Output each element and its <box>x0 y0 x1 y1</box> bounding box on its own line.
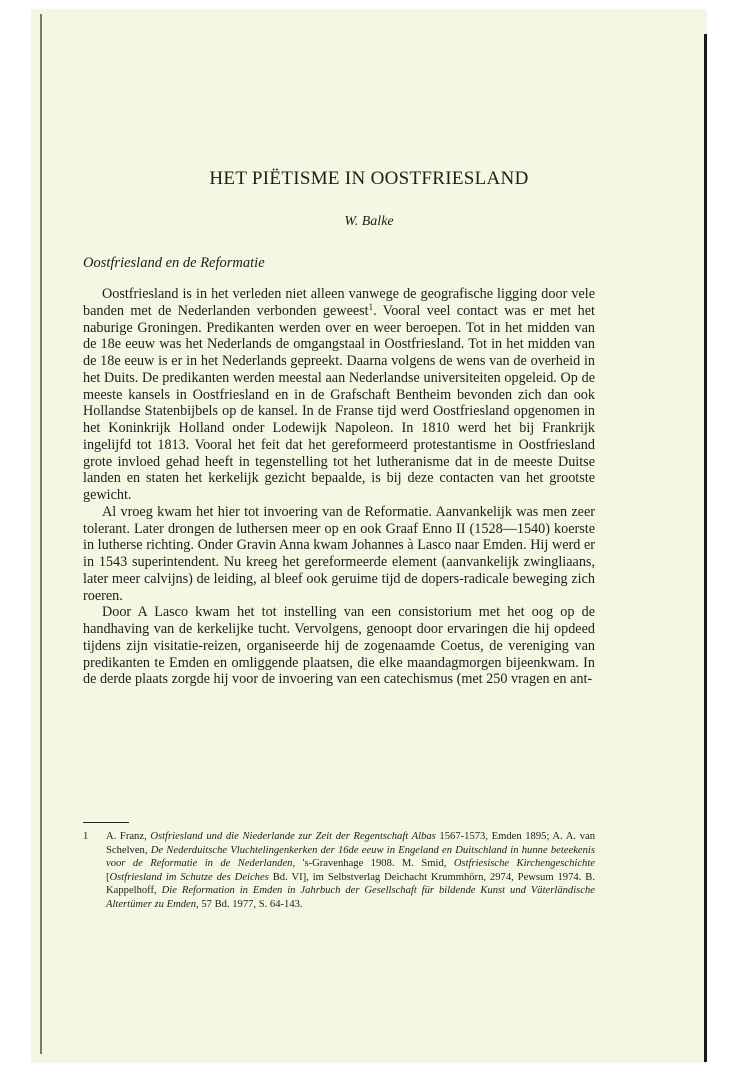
footnote-work-title: Die Reformation in Emden in Jahrbuch der Gesellschaft für bildende Kunst und Väterländische Altertümer zu Emden, <box>106 885 595 910</box>
footnote <box>83 830 595 911</box>
body-text <box>83 286 595 688</box>
footnote-reference[interactable]: 1 <box>368 301 374 312</box>
paragraph-3: Door A Lasco kwam het tot instelling van een consistorium met het oog op de handhaving van de kerkelijke tucht. Vervolgens, genoopt door ervaringen die hij opdeed tijdens zijn visitatie-reizen, organiseerde hij de zogenaamde Coetus, de vereniging van predikanten te Emden en omliggende plaatsen, die elke maandagmorgen bijeenkwam. In de derde plaats zorgde hij voor de invoering van een catechismus (met 250 vragen en ant- <box>83 604 595 688</box>
article-author: W. Balke <box>344 214 394 229</box>
paragraph-2: Al vroeg kwam het hier tot invoering van de Reformatie. Aanvankelijk was men zeer tolerant. Later drongen de luthersen meer op en ook Graaf Enno II (1528—1540) koerste in lutherse richting. Onder Gravin Anna kwam Johannes à Lasco naar Emden. Hij werd er in 1543 superintendent. Nu kreeg het gereformeerde element (aanvankelijk zwingliaans, later meer calvijns) de leiding, al bleef ook geruime tijd de dopers-radicale beweging zich roeren. <box>83 503 595 604</box>
footnote-segment: 57 Bd. 1977, S. 64-143. <box>198 898 303 910</box>
footnote-segment: Bd. VI], im Selbstverlag Deichacht Krummhörn, 2974, Pewsum 1974. B. Kappelhoff, <box>106 871 595 896</box>
footnote-divider <box>83 822 129 823</box>
footnote-segment: A. Franz, <box>106 831 151 842</box>
footnote-text <box>106 830 595 911</box>
footnote-work-title: Ostfriesland und die Niederlande zur Zeit der Regentschaft Albas <box>150 831 436 842</box>
footnote-number: 1 <box>83 831 89 842</box>
paragraph-1-part-b: . Vooral veel contact was er met het naburige Groningen. Predikanten werden over en weer beroepen. Tot in het midden van de 18e eeuw was het Nederlands de omgangstaal in Oostfriesland. Tot in het midden van de 18e eeuw is er in het Nederlands gepreekt. Daarna volgens de wens van de overheid in het Duits. De predikanten werden meestal aan Nederlandse universiteiten opgeleid. Op de meeste kansels in Oostfriesland en in de Grafschaft Bentheim bevonden zich dan ook Hollandse Statenbijbels op de kansel. In de Franse tijd werd Oostfriesland opgenomen in het Koninkrijk Holland onder Lodewijk Napoleon. In 1810 werd het bij Frankrijk ingelijfd tot 1813. Vooral het feit dat het gereformeerd protestantisme in Oostfriesland grote invloed gehad heeft in tegenstelling tot het lutheranisme dat in de meeste Duitse landen en staten het kerkelijk gezicht bepaalde, is bij deze contacten van het grootste gewicht. <box>83 302 595 503</box>
paragraph-1 <box>83 286 595 504</box>
footnote-segment: , 's-Gravenhage 1908. M. Smid, <box>292 858 454 869</box>
section-heading: Oostfriesland en de Reformatie <box>83 255 265 271</box>
footnote-segment: 1567-1573, Emden 1895; A. A. van Schelven, <box>106 831 596 856</box>
footnote-segment: [ <box>106 871 110 883</box>
paragraph-1-part-a: Oostfriesland is in het verleden niet alleen vanwege de geografische ligging door vele banden met de Nederlanden verbonden geweest <box>83 286 595 319</box>
footnote-work-title: Ostfriesische Kirchengeschichte <box>453 858 595 869</box>
article-title: HET PIËTISME IN OOSTFRIESLAND <box>209 168 529 189</box>
footnote-work-title: Ostfriesland im Schutze des Deiches <box>109 871 269 883</box>
footnote-work-title: De Nederduitsche Vluchtelingenkerken der 16de eeuw in Engeland en Duitschland in hunne beteekenis voor de Reformatie in de Nederlanden <box>106 844 595 869</box>
